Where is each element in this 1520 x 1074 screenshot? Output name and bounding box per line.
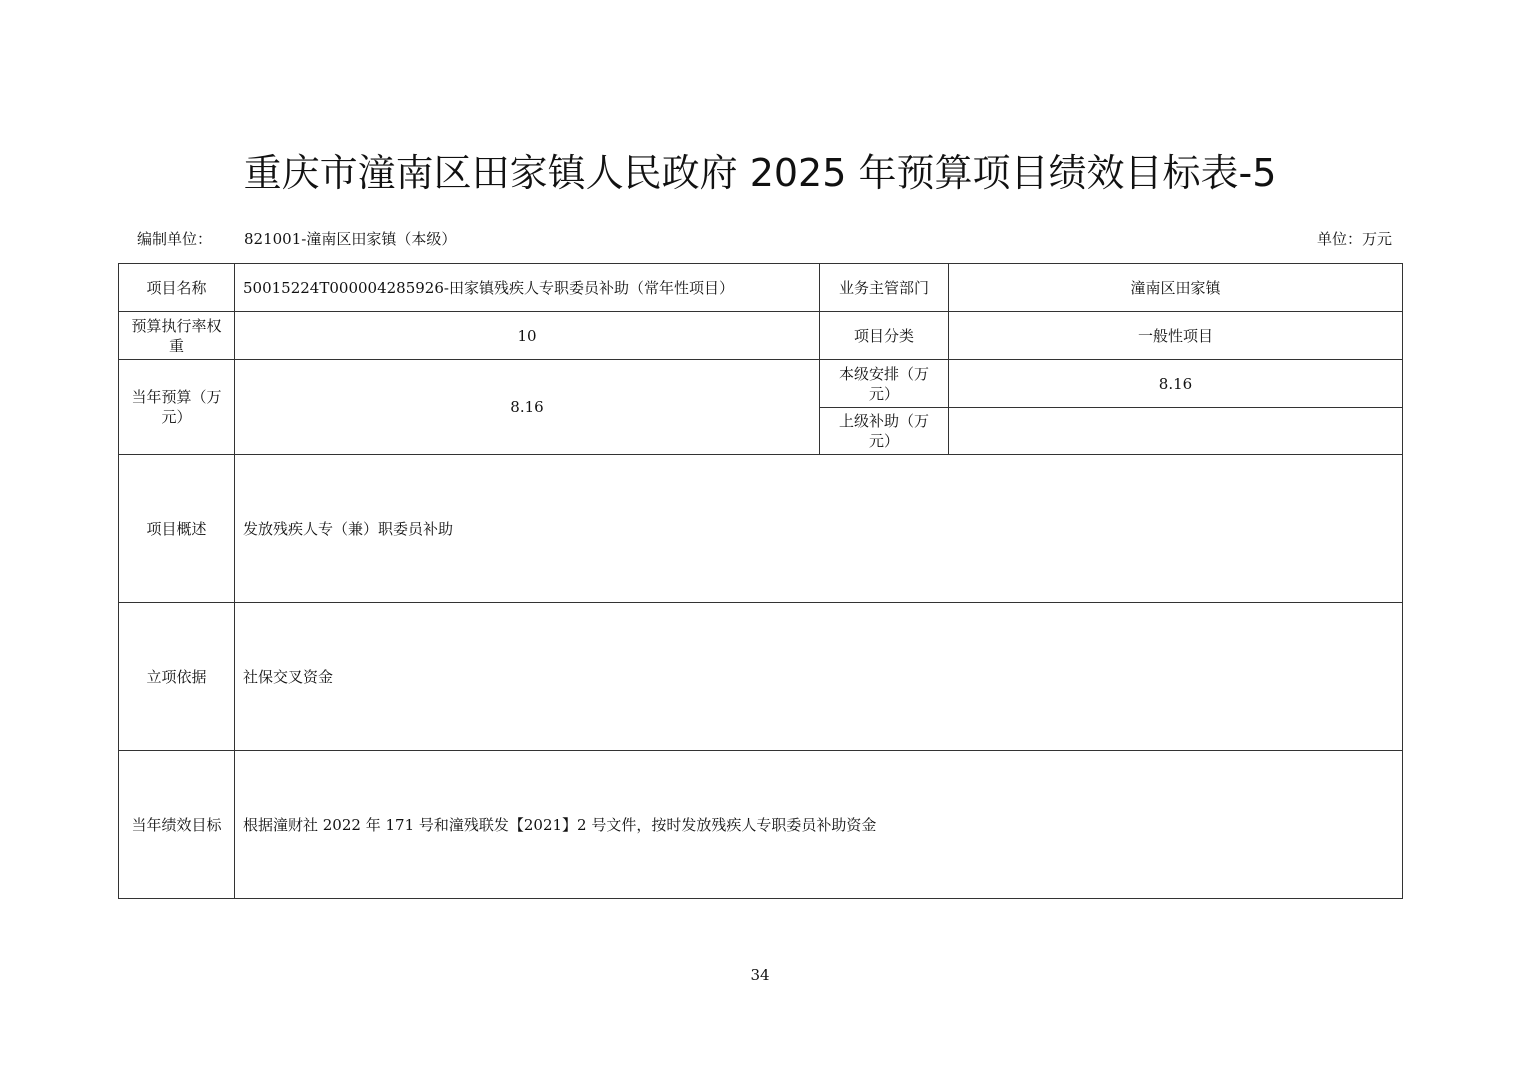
- dept-label: 业务主管部门: [820, 264, 949, 312]
- budget-label: 当年预算（万元）: [119, 360, 235, 455]
- upper-subsidy-value: [949, 408, 1403, 455]
- local-arrangement-value: 8.16: [949, 360, 1403, 408]
- table-row: [119, 751, 1403, 899]
- project-name-label: 项目名称: [119, 264, 235, 312]
- currency-unit: 单位：万元: [1316, 230, 1392, 248]
- category-value: 一般性项目: [949, 312, 1403, 360]
- overview-label: 项目概述: [119, 455, 235, 603]
- table-row: [119, 360, 1403, 408]
- exec-rate-label: 预算执行率权重: [119, 312, 235, 360]
- exec-rate-value: 10: [235, 312, 820, 360]
- basis-value: 社保交叉资金: [235, 603, 1403, 751]
- page-number: 34: [750, 966, 770, 984]
- compile-unit-value: 821001-潼南区田家镇（本级）: [244, 230, 457, 248]
- goal-label: 当年绩效目标: [119, 751, 235, 899]
- overview-value: 发放残疾人专（兼）职委员补助: [235, 455, 1403, 603]
- local-arrangement-label: 本级安排（万元）: [820, 360, 949, 408]
- table-row: [119, 264, 1403, 312]
- basis-label: 立项依据: [119, 603, 235, 751]
- category-label: 项目分类: [820, 312, 949, 360]
- goal-value: 根据潼财社 2022 年 171 号和潼残联发【2021】2 号文件，按时发放残疾人专职委员补助资金: [235, 751, 1403, 899]
- project-name-value: 50015224T000004285926-田家镇残疾人专职委员补助（常年性项目）: [235, 264, 820, 312]
- compile-unit-label: 编制单位：: [137, 230, 213, 248]
- upper-subsidy-label: 上级补助（万元）: [820, 408, 949, 455]
- table-row: [119, 455, 1403, 603]
- budget-value: 8.16: [235, 360, 820, 455]
- performance-table: [118, 263, 1403, 899]
- table-row: [119, 603, 1403, 751]
- table-row: [119, 312, 1403, 360]
- dept-value: 潼南区田家镇: [949, 264, 1403, 312]
- page-title: 重庆市潼南区田家镇人民政府 2025 年预算项目绩效目标表-5: [243, 151, 1277, 195]
